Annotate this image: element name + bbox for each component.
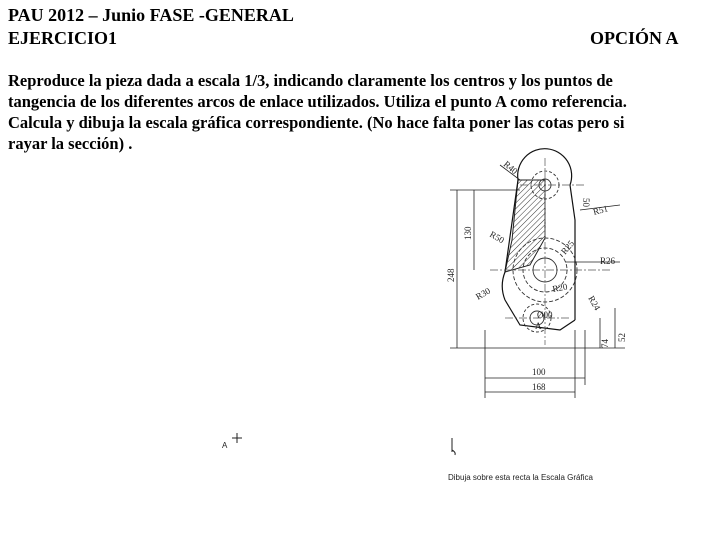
radius-label: R20 — [551, 281, 569, 294]
dimension-label: 168 — [532, 382, 546, 392]
scale-caption: Dibuja sobre esta recta la Escala Gráfica — [448, 473, 593, 482]
exam-title: PAU 2012 – Junio FASE -GENERAL — [8, 5, 294, 25]
radius-label: R30 — [474, 285, 493, 302]
option-label: OPCIÓN A — [590, 28, 679, 48]
radius-label: R50 — [488, 229, 507, 246]
radius-label: R24 — [586, 294, 603, 313]
diameter-label: Ø00 — [537, 310, 553, 320]
scale-baseline-marker — [452, 438, 455, 455]
point-a-label: A — [535, 321, 542, 331]
answer-point-label: A — [222, 441, 228, 450]
answer-point-a — [222, 433, 242, 450]
dimension-label: 74 — [600, 339, 610, 348]
statement-line: rayar la sección) . — [8, 134, 133, 153]
statement-line: tangencia de los diferentes arcos de enlace utilizados. Utiliza el punto A como referencia. — [8, 92, 627, 111]
radius-label: R25 — [558, 238, 577, 257]
dimension-label: 130 — [463, 226, 473, 240]
statement-line: Calcula y dibuja la escala gráfica correspondiente. (No hace falta poner las cotas pero si — [8, 113, 625, 132]
dimension-label: 248 — [446, 268, 456, 282]
radius-label: R26 — [600, 256, 616, 266]
dimension-label: 52 — [617, 333, 627, 342]
statement-line: Reproduce la pieza dada a escala 1/3, indicando claramente los centros y los puntos de — [8, 71, 613, 90]
radius-label: R51 — [591, 203, 610, 217]
exercise-label: EJERCICIO1 — [8, 28, 118, 48]
dimension-label: 100 — [532, 367, 546, 377]
radius-label: R40 — [501, 158, 520, 177]
dimension-label: 50 — [581, 198, 591, 207]
